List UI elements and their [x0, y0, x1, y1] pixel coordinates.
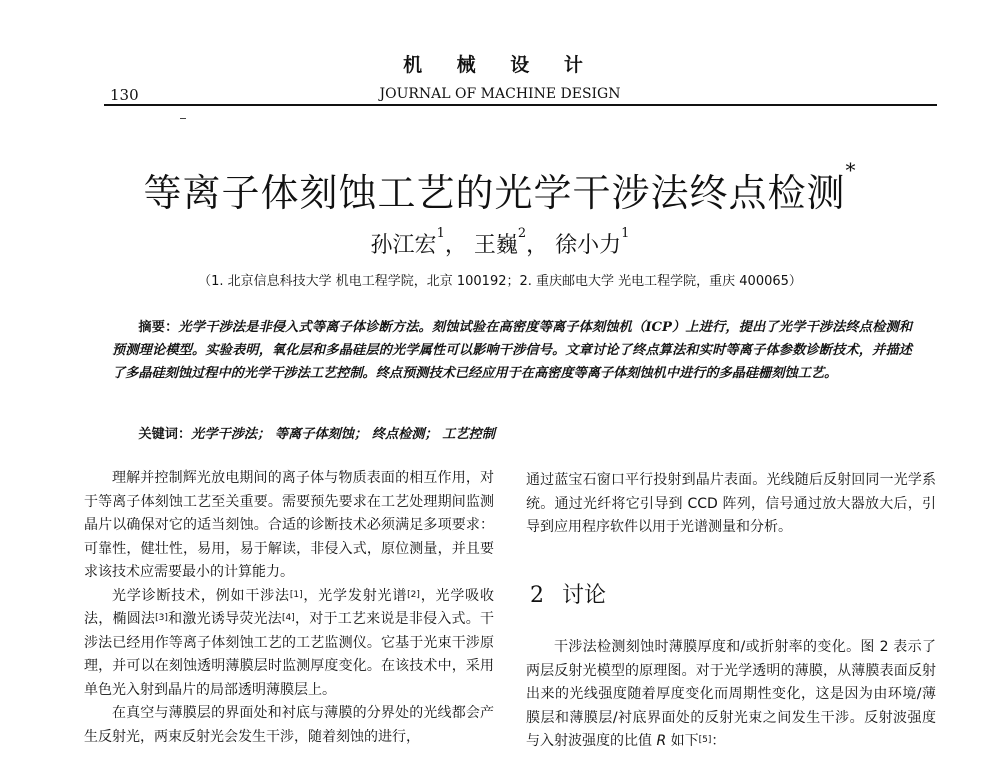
journal-title-en: JOURNAL OF MACHINE DESIGN — [379, 86, 621, 102]
paragraph: 在真空与薄膜层的界面处和衬底与薄膜的分界处的光线都会产生反射光，两束反射光会发生干涉，随着刻蚀的进行， — [84, 705, 494, 745]
paragraph: 通过蓝宝石窗口平行投射到晶片表面。光线随后反射回同一光学系统。通过光纤将它引导到 CCD 阵列，信号通过放大器放大后，引导到应用程序软件以用于光谱测量和分析。 — [526, 472, 936, 535]
author-name: 徐小力 — [555, 233, 622, 258]
variable: R — [656, 733, 667, 749]
paragraph — [526, 636, 936, 754]
citation: [1] — [289, 589, 303, 600]
paragraph — [84, 585, 494, 703]
author-name: 孙江宏 — [370, 233, 437, 258]
citation: [3] — [155, 613, 168, 623]
margin-tick — [180, 118, 186, 119]
page-number: 130 — [110, 86, 139, 104]
header-rule — [104, 104, 937, 106]
author-name: 王巍 — [473, 233, 518, 258]
body-left-column — [84, 467, 494, 749]
section-number: 2 — [530, 583, 544, 608]
author-list: 孙江宏$^1$， 王巍$^2$， 徐小力$^1$ — [370, 226, 630, 258]
author-affiliation-mark: 1 — [436, 226, 445, 241]
text-run: 如下 — [666, 733, 699, 749]
text-run: ： — [711, 733, 726, 749]
text-run: ，光学吸收法，椭圆法 — [84, 587, 495, 627]
abstract — [112, 316, 912, 385]
author-affiliation-mark: 2 — [517, 226, 527, 241]
abstract-text: 光学干涉法是非侵入式等离子体诊断方法。刻蚀试验在高密度等离子体刻蚀机（ICP）上进行，提出了光学干涉法终点检测和预测理论模型。实验表明，氧化层和多晶硅层的光学属性可以影响干涉信号。文章讨论了终点算法和实时等离子体参数诊断技术，并描述了多晶硅刻蚀过程中的光学干涉法工艺控制。终点预测技术已经应用于在高密度等离子体刻蚀机中进行的多晶硅栅刻蚀工艺。 — [112, 320, 913, 381]
author-affiliation-mark: 1 — [621, 226, 630, 241]
body-right-column-bottom — [526, 636, 936, 754]
body-right-column-top — [526, 469, 936, 540]
article-title-text: 等离子体刻蚀工艺的光学干涉法终点检测 — [143, 171, 846, 215]
journal-title-cn: 机 械 设 计 — [403, 54, 597, 76]
citation: [4] — [282, 613, 295, 623]
text-run: ，对于工艺来说是非侵入式。干涉法已经用作等离子体刻蚀工艺的工艺监测仪。它基于光束干涉原理，并可以在刻蚀透明薄膜层时监测厚度变化。在该技术中，采用单色光入射到晶片的局部透明薄膜层上。 — [84, 611, 495, 698]
abstract-label: 摘要： — [138, 320, 179, 335]
text-run: 光学诊断技术，例如干涉法 — [112, 587, 290, 604]
keywords-text: 光学干涉法； 等离子体刻蚀； 终点检测； 工艺控制 — [191, 427, 496, 442]
text-run: 干涉法检测刻蚀时薄膜厚度和/或折射率的变化。图 2 表示了两层反射光模型的原理图。对于光学透明的薄膜，从薄膜表面反射出来的光线强度随着厚度变化而周期性变化，这是因为由环境/薄膜层和薄膜层/衬底界面处的反射光束之间发生干涉。反射波强度与入射波强度的比值 — [526, 639, 936, 749]
section-heading — [530, 578, 606, 609]
citation: [5] — [698, 735, 712, 745]
title-footnote-mark: * — [845, 158, 857, 182]
affiliation: （1. 北京信息科技大学 机电工程学院，北京 100192；2. 重庆邮电大学 光电工程学院，重庆 400065） — [198, 274, 802, 289]
text-run: 和激光诱导荧光法 — [167, 611, 283, 627]
paragraph: 理解并控制辉光放电期间的离子体与物质表面的相互作用，对于等离子体刻蚀工艺至关重要。需要预先要求在工艺处理期间监测晶片以确保对它的适当刻蚀。合适的诊断技术必须满足多项要求：可靠性，健壮性，易用，易于解读，非侵入式，原位测量，并且要求该技术应需要最小的计算能力。 — [84, 470, 494, 580]
text-run: ，光学发射光谱 — [302, 587, 408, 604]
keywords-label: 关键词： — [138, 427, 192, 442]
keywords — [112, 423, 912, 442]
article-title — [0, 158, 1000, 217]
section-title: 讨论 — [562, 583, 607, 608]
citation: [2] — [407, 589, 420, 600]
